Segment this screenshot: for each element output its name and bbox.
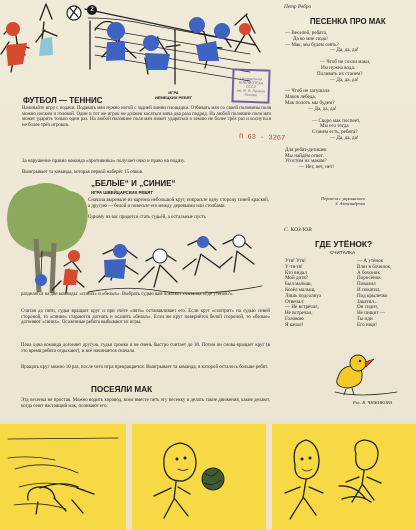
song-line: — Веселей, ребята, xyxy=(285,30,328,36)
count-line: — Не встречал, xyxy=(285,304,319,311)
song-line: — Да, да, да! xyxy=(308,105,337,112)
count-line: И покатил, xyxy=(357,286,381,293)
football-subtitle: ИГРА НЕМЕЦКИХ РЕБЯТ xyxy=(154,90,192,100)
count-line: Кто видал xyxy=(285,269,307,276)
count-title: ГДЕ УТЁНОК? xyxy=(315,239,373,249)
count-line: Лишь подсолнух xyxy=(285,292,322,299)
football-penalty: За нарушение правил команда «противника» получает очко и право на подачу. xyxy=(22,159,186,164)
song-line: Станем есть, ребята? xyxy=(312,129,358,136)
song-line: Мак полоть мы будем? xyxy=(285,99,335,106)
belye-sinie-subtitle: ИГРА ШВЕЙЦАРСКИХ РЕБЯТ xyxy=(91,190,153,195)
football-tennis-illustration xyxy=(0,0,270,95)
blue-circle-icon xyxy=(35,274,47,286)
song-line: Поливать их станем? xyxy=(317,70,363,77)
count-line: Повалил xyxy=(357,281,376,288)
count-line: Утя! Утя! xyxy=(285,258,306,264)
song-line: — Чтоб не сохли маки, xyxy=(320,59,371,66)
count-left-lines xyxy=(285,259,346,329)
count-line: Отвечал: xyxy=(285,298,305,305)
library-stamp: Центральная БИБЛИОТЕКА СССР им. В. И. Ленина Москва xyxy=(231,68,270,103)
song-line: Угостим их маком? xyxy=(285,158,327,165)
posejali-mak-illustration xyxy=(0,420,416,530)
illustrator-credit: Рис. В. ЧИЖИКОВА xyxy=(353,400,393,405)
song-line: Мы его тогда xyxy=(320,123,349,130)
song-line: Маков лебеда, xyxy=(285,94,316,101)
child-red-head-icon xyxy=(6,22,20,36)
count-line: Его ищи! xyxy=(357,321,377,328)
count-line: Ты иди xyxy=(357,315,373,322)
count-line: Не встречал, xyxy=(285,310,313,317)
posejali-mak-text: Эта песенка не простая. Можно водить хоровод, всем вместе петь эту песенку и делать такие движения, какие делают, когда сеют настоящий мак, поливают его. xyxy=(21,398,270,409)
song-line: — Нет, нет, нет! xyxy=(299,164,334,171)
count-subtitle: СЧИТАЛКА xyxy=(330,251,356,256)
song-line: Для ребят-детишек xyxy=(285,146,327,153)
count-line: У-тя-тя! xyxy=(285,263,303,270)
football-text: Начинайте игру с подачи. Подавать мяч нужно ногой с задней линии площадки. Отбивать мяч со своей половины поля можно ногами и головой. Один и тот же игрок не должен касаться мяча два раза подряд. На любой половине поля мяч может ударить только один раз. На любой половине поля мяч может ударяться о землю не более трёх раз и коснуться не более трёх игроков. xyxy=(22,106,271,128)
football-win: Выигрывает та команда, которая первой наберёт 15 очков. xyxy=(22,170,144,175)
count-line: Головою xyxy=(285,315,304,322)
belye-sinie-referee: Одному из вас придется стать судьёй, а остальные пусть xyxy=(88,215,206,220)
count-line: Влез в бочонок, xyxy=(357,263,392,270)
song-line: — Да, да, да! xyxy=(330,47,359,54)
belye-sinie-winning: Вращать круг можно 10 раз, после чего игра прекращается. Выигрывает та команда, в которой осталось больше ребят. xyxy=(21,365,268,370)
page-number: 2 xyxy=(87,5,97,15)
count-line: Поросёнок xyxy=(357,275,381,282)
handwritten-code: П 63 - 3267 xyxy=(238,133,286,143)
song-line: — Чтоб не загушала xyxy=(285,88,330,95)
song-lines xyxy=(285,31,403,171)
belye-sinie-rules: Считая до пяти, судья вращает круг и при счёте «пять» останавливает его. Если круг «смотрит» на судью синей стороной, то «синие» стараются догнать и осалить «белых». Если же круг повернётся белой стороной, то «белые» догоняют «синих». Осаленные ребята выбывают из игры. xyxy=(21,309,270,326)
count-line: Я качал! xyxy=(285,321,304,328)
count-line: Козёл малыш, xyxy=(285,286,316,293)
song-line: — Да, да, да! xyxy=(330,134,359,141)
song-line: — Мак, мы будем сеять? xyxy=(285,41,339,48)
song-line: — Да, да, да! xyxy=(330,76,359,83)
belye-sinie-illustration xyxy=(0,181,270,304)
count-line: Под крылечко xyxy=(357,292,388,299)
song-author: Петр Ребро xyxy=(284,4,312,10)
song-line: — Скоро мак поспеет, xyxy=(312,117,361,124)
belye-sinie-counting: Пока одна команда догоняет другую, судья громко и не очень быстро считает до 30. Потом он снова вращает круг (в это время ребята отдыхают), и всё начинается сначала. xyxy=(21,343,270,354)
posejali-mak-title: ПОСЕЯЛИ МАК xyxy=(91,385,153,394)
count-author: С. КОЗЛОВ xyxy=(284,227,312,233)
count-line: — А утёнок xyxy=(357,258,384,264)
count-right-lines xyxy=(357,259,413,329)
song-line: Мы найдём ответ. xyxy=(285,152,324,159)
count-line: А бочонок xyxy=(357,269,380,276)
song-title: ПЕСЕНКА ПРО МАК xyxy=(310,17,386,26)
belye-sinie-instructions: Сначала вырежьте из картона небольшой круг, покрасьте одну сторону синей краской, а другую — белой и повесьте его между деревьями или столбами. xyxy=(88,198,269,209)
count-line: Был малыш, xyxy=(285,281,312,288)
song-line: Им нужна вода. xyxy=(321,64,356,71)
belye-sinie-title: „БЕЛЫЕ“ И „СИНИЕ“ xyxy=(91,179,176,188)
duck-illustration xyxy=(327,347,409,402)
song-translator: Перевела с украинского З. Александрова xyxy=(321,196,366,206)
count-line: Не пищит — xyxy=(357,310,385,317)
count-line: Мой дитя? xyxy=(285,275,309,282)
song-line: Да ко мне сюда! xyxy=(293,35,328,42)
count-line: Он сидит, xyxy=(357,304,379,311)
count-line: Закатил... xyxy=(357,298,378,305)
belye-sinie-teams: разделятся на две команды: «синих» и «белых». Выбрать судью вам поможет считалка «Где утёнок?». xyxy=(21,292,234,297)
football-title: ФУТБОЛ — ТЕННИС xyxy=(23,96,103,105)
